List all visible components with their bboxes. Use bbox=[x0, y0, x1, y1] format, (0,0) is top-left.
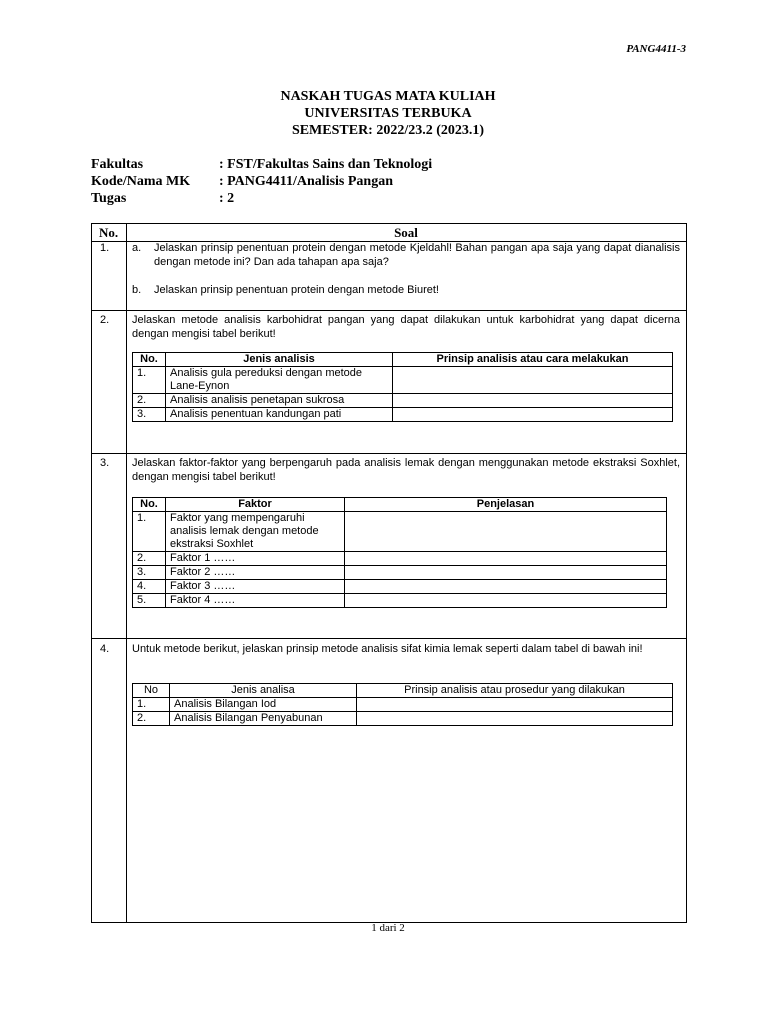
cell-prinsip bbox=[357, 698, 673, 712]
cell-penjelasan bbox=[345, 594, 667, 608]
cell-jenis: Analisis penentuan kandungan pati bbox=[166, 408, 393, 422]
question-1b bbox=[132, 283, 680, 297]
question-3-text: Jelaskan faktor-faktor yang berpengaruh pada analisis lemak dengan menggunakan metode ekstraksi Soxhlet, dengan mengisi tabel berikut! bbox=[132, 457, 680, 483]
questions-table-header bbox=[92, 224, 686, 242]
table-row bbox=[133, 566, 667, 580]
row-divider bbox=[92, 310, 686, 311]
cell-no: 1. bbox=[133, 698, 170, 712]
cell-faktor: Faktor 4 …… bbox=[166, 594, 345, 608]
cell-jenis: Analisis Bilangan Iod bbox=[170, 698, 357, 712]
row-divider bbox=[92, 453, 686, 454]
table-row bbox=[133, 367, 673, 394]
table-header-row bbox=[133, 684, 673, 698]
row-divider bbox=[92, 638, 686, 639]
col-prinsip: Prinsip analisis atau cara melakukan bbox=[393, 353, 673, 367]
table-row bbox=[133, 552, 667, 566]
cell-no: 4. bbox=[133, 580, 166, 594]
col-no: No. bbox=[133, 353, 166, 367]
cell-no: 5. bbox=[133, 594, 166, 608]
meta-value: : PANG4411/Analisis Pangan bbox=[219, 174, 393, 189]
cell-faktor: Faktor 3 …… bbox=[166, 580, 345, 594]
question-4-text: Untuk metode berikut, jelaskan prinsip metode analisis sifat kimia lemak seperti dalam tabel di bawah ini! bbox=[132, 643, 643, 655]
question-3-number: 3. bbox=[100, 457, 110, 469]
questions-table bbox=[91, 223, 687, 923]
meta-label: Tugas bbox=[91, 191, 127, 206]
meta-value: : 2 bbox=[219, 191, 235, 206]
col-faktor: Faktor bbox=[166, 498, 345, 512]
col-jenis: Jenis analisa bbox=[170, 684, 357, 698]
item-marker: b. bbox=[132, 284, 142, 296]
table-header-row bbox=[133, 498, 667, 512]
cell-no: 3. bbox=[133, 408, 166, 422]
col-no: No bbox=[133, 684, 170, 698]
table-header-row bbox=[133, 353, 673, 367]
meta-row-course bbox=[91, 173, 432, 190]
cell-faktor: Faktor 1 …… bbox=[166, 552, 345, 566]
table-row bbox=[133, 712, 673, 726]
title-line-3: SEMESTER: 2022/23.2 (2023.1) bbox=[291, 123, 485, 138]
item-text: Jelaskan prinsip penentuan protein dengan metode Kjeldahl! Bahan pangan apa saja yang dapat dianalisis dengan metode ini? Dan ada tahapan apa saja? bbox=[154, 242, 680, 268]
cell-no: 1. bbox=[133, 367, 166, 394]
col-jenis: Jenis analisis bbox=[166, 353, 393, 367]
col-prinsip: Prinsip analisis atau prosedur yang dilakukan bbox=[357, 684, 673, 698]
cell-jenis: Analisis analisis penetapan sukrosa bbox=[166, 394, 393, 408]
carbohydrate-table bbox=[132, 352, 673, 422]
fat-factor-table bbox=[132, 497, 667, 608]
page-footer: 1 dari 2 bbox=[371, 922, 405, 934]
table-row bbox=[133, 408, 673, 422]
document-title bbox=[0, 88, 768, 139]
question-4-number: 4. bbox=[100, 643, 110, 655]
col-no: No. bbox=[133, 498, 166, 512]
cell-penjelasan bbox=[345, 580, 667, 594]
column-divider bbox=[126, 224, 127, 922]
course-meta bbox=[91, 156, 432, 207]
cell-faktor: Faktor yang mempengaruhi analisis lemak dengan metode ekstraksi Soxhlet bbox=[166, 512, 345, 552]
meta-value: : FST/Fakultas Sains dan Teknologi bbox=[219, 157, 433, 172]
question-1 bbox=[132, 241, 680, 297]
cell-prinsip bbox=[357, 712, 673, 726]
item-marker: a. bbox=[132, 242, 142, 254]
question-2-text: Jelaskan metode analisis karbohidrat pangan yang dapat dilakukan untuk karbohidrat yang dapat dicerna dengan mengisi tabel berikut! bbox=[132, 314, 680, 340]
cell-penjelasan bbox=[345, 512, 667, 552]
meta-label: Fakultas bbox=[91, 157, 144, 172]
meta-row-faculty bbox=[91, 156, 432, 173]
item-text: Jelaskan prinsip penentuan protein dengan metode Biuret! bbox=[154, 284, 439, 296]
title-line-1: NASKAH TUGAS MATA KULIAH bbox=[280, 89, 496, 104]
cell-no: 3. bbox=[133, 566, 166, 580]
question-2-number: 2. bbox=[100, 314, 110, 326]
table-row bbox=[133, 594, 667, 608]
question-1-number: 1. bbox=[100, 242, 110, 254]
cell-prinsip bbox=[393, 394, 673, 408]
question-1a bbox=[132, 241, 680, 269]
header-soal: Soal bbox=[394, 225, 418, 240]
table-row bbox=[133, 698, 673, 712]
table-row bbox=[133, 580, 667, 594]
cell-no: 1. bbox=[133, 512, 166, 552]
table-row bbox=[133, 512, 667, 552]
cell-faktor: Faktor 2 …… bbox=[166, 566, 345, 580]
cell-no: 2. bbox=[133, 394, 166, 408]
col-penjelasan: Penjelasan bbox=[345, 498, 667, 512]
title-line-2: UNIVERSITAS TERBUKA bbox=[304, 106, 472, 121]
cell-no: 2. bbox=[133, 712, 170, 726]
cell-prinsip bbox=[393, 408, 673, 422]
meta-row-assignment bbox=[91, 190, 432, 207]
cell-penjelasan bbox=[345, 566, 667, 580]
document-code: PANG4411-3 bbox=[626, 43, 686, 55]
cell-prinsip bbox=[393, 367, 673, 394]
cell-penjelasan bbox=[345, 552, 667, 566]
cell-jenis: Analisis gula pereduksi dengan metode Lane-Eynon bbox=[166, 367, 393, 394]
header-no: No. bbox=[99, 225, 119, 240]
cell-no: 2. bbox=[133, 552, 166, 566]
lipid-chemistry-table bbox=[132, 683, 673, 726]
table-row bbox=[133, 394, 673, 408]
meta-label: Kode/Nama MK bbox=[91, 174, 191, 189]
cell-jenis: Analisis Bilangan Penyabunan bbox=[170, 712, 357, 726]
